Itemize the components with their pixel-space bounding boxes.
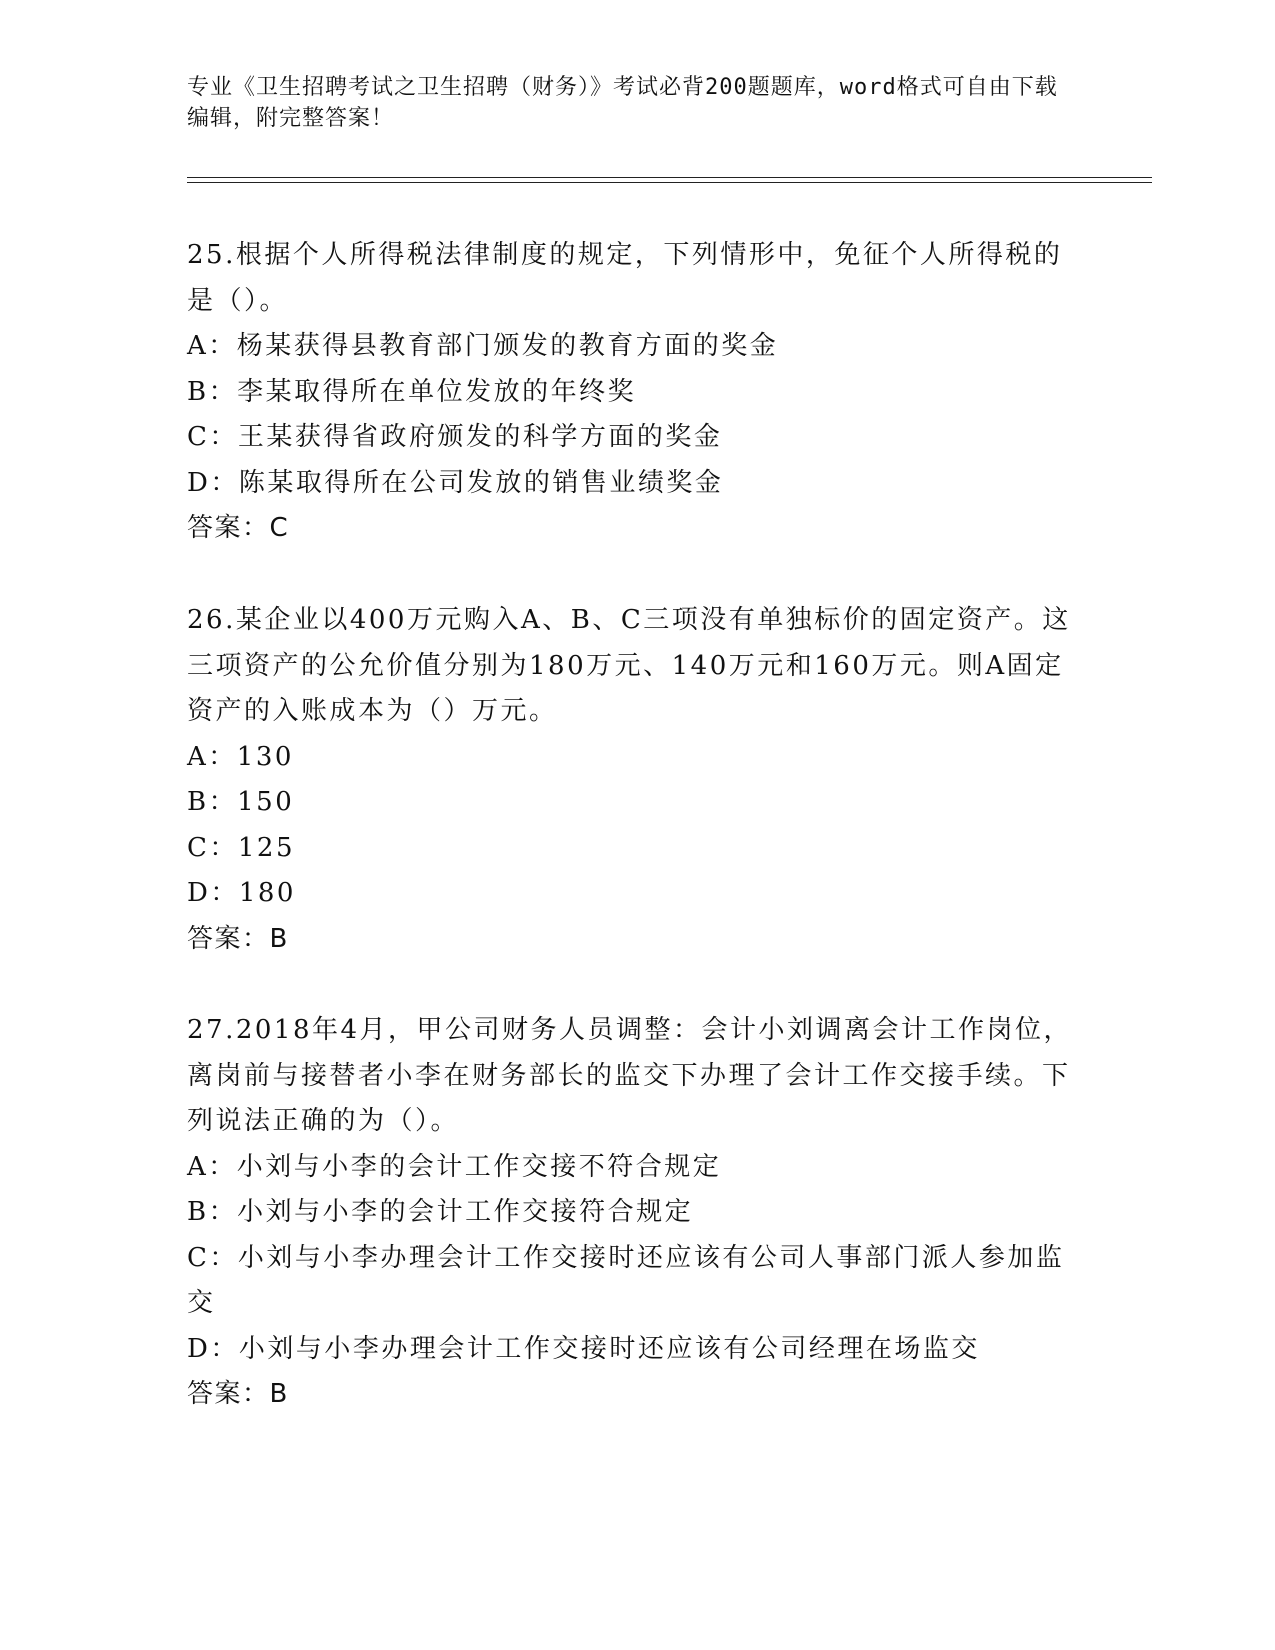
option-a: A：杨某获得县教育部门颁发的教育方面的奖金 (187, 331, 779, 361)
question-stem: 27.2018年4月，甲公司财务人员调整：会计小刘调离会计工作岗位，离岗前与接替者小李在财务部长的监交下办理了会计工作交接手续。下列说法正确的为（）。 (187, 1015, 1073, 1136)
answer-label: 答案：C (187, 513, 290, 543)
option-d: D：小刘与小李办理会计工作交接时还应该有公司经理在场监交 (187, 1333, 980, 1364)
option-a: A：130 (187, 741, 294, 772)
option-a: A：小刘与小李的会计工作交接不符合规定 (187, 1151, 722, 1182)
question-26 (187, 598, 1087, 962)
option-d: D：陈某取得所在公司发放的销售业绩奖金 (187, 467, 724, 498)
header-divider-top (187, 177, 1152, 178)
header-divider-bottom (187, 182, 1152, 183)
option-b: B：150 (187, 787, 295, 817)
question-25 (187, 233, 1087, 552)
question-stem: 25.根据个人所得税法律制度的规定，下列情形中，免征个人所得税的是（）。 (187, 240, 1063, 316)
question-stem: 26.某企业以400万元购入A、B、C三项没有单独标价的固定资产。这三项资产的公允价值分别为180万元、140万元和160万元。则A固定资产的入账成本为（）万元。 (187, 605, 1071, 726)
option-c: C：王某获得省政府颁发的科学方面的奖金 (187, 422, 723, 452)
option-c: C：小刘与小李办理会计工作交接时还应该有公司人事部门派人参加监交 (187, 1242, 1065, 1318)
option-b: B：小刘与小李的会计工作交接符合规定 (187, 1197, 694, 1227)
answer-label: 答案：B (187, 1379, 289, 1409)
option-c: C：125 (187, 832, 296, 863)
answer-label: 答案：B (187, 923, 289, 954)
option-b: B：李某取得所在单位发放的年终奖 (187, 376, 637, 407)
option-d: D：180 (187, 878, 296, 908)
document-header: 专业《卫生招聘考试之卫生招聘（财务）》考试必背200题题库，word格式可自由下载编辑，附完整答案！ (187, 75, 1058, 131)
question-27 (187, 1008, 1087, 1418)
